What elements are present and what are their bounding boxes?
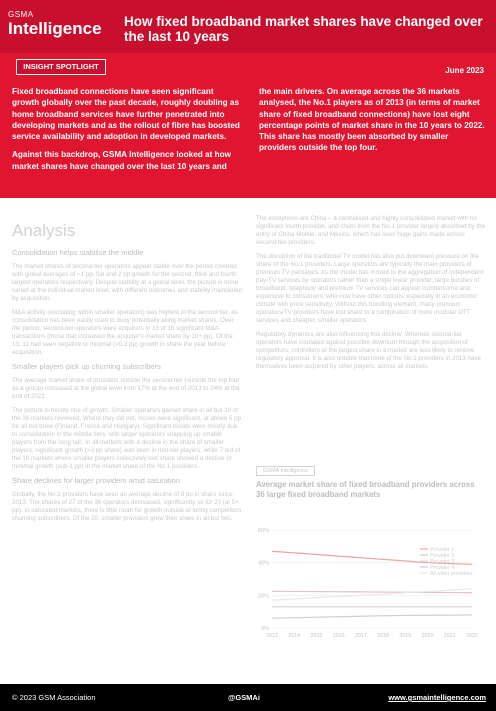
x-tick-label: 2020	[421, 633, 434, 639]
legend-label: Provider 1	[430, 547, 455, 553]
footer-social-handle[interactable]: @GSMAi	[228, 693, 260, 702]
body-paragraph: The average market share of providers outside the second tier (outside the top four as a group) increased at the global level from 17% at the end of 2013 to 24% at the end of 2022.	[12, 377, 240, 400]
body-paragraph: The picture is mostly one of growth. Smaller operators gained share in all but 10 of the 36 markets reviewed. Where they did not, losses were significant, at above 5 pp for all but three (Finland, France and Hungary). Significant losses were mostly due to consolidation in the middle tiers, with larger operators snapping up smaller players from the 'long tail'. In all markets with a decline in the share of smaller players, significant growth (>3 pp share) was seen in mid-tier players, while 7 out of the 10 markets where smaller players collectively lost share showed a decline or minimal growth (sub-1 pp) in the market share of the No.1 providers.	[12, 407, 242, 470]
y-tick-label: 60%	[257, 528, 269, 534]
y-tick-label: 20%	[257, 593, 269, 600]
analysis-heading: Analysis	[12, 221, 76, 240]
body-paragraph: The disruption of the traditional TV model has also put downward pressure on the share of the No.1 providers. Large operators are typically the main providers of premium TV packages. As the model has moved to the aggregation of independent pay-TV services by operators rather than a single linear provider, large bundles of broadband, telephony and premium TV services can appear cumbersome and expensive to consumers, who now have other options, especially in an economic climate with price sensitivity. Without this bundling element, many premium operators/TV providers have lost share to a combination of more modular OTT services and cheaper, smaller operators.	[256, 253, 484, 324]
series-line	[272, 589, 472, 600]
x-tick-label: 2018	[377, 633, 390, 639]
x-tick-label: 2019	[399, 633, 412, 639]
spotlight-right-column	[259, 86, 487, 161]
x-tick-label: 2014	[288, 633, 301, 639]
body-paragraph: Regulatory dynamics are also influencing this decline. Whereas second-tier operators have insulated against possible downturn through the acquisition of competitors, controllers of the largest share in a market are less likely to receive regulatory approval. It is also notable that none of the No.1 providers in 2013 have themselves been acquired by other players, across all markets.	[256, 331, 481, 370]
x-tick-label: 2013	[266, 633, 278, 639]
logo-intelligence: Intelligence	[8, 19, 102, 38]
x-tick-label: 2017	[354, 633, 367, 639]
chart-plot	[250, 466, 488, 646]
page-footer	[0, 684, 496, 711]
spotlight-paragraph: the main drivers. On average across the 36 markets analysed, the No.1 players as of 2013 (in terms of market share of fixed broadband connections) have lost eight percentage points of market share in the 10 years to 2022. This share has mostly been absorbed by smaller providers outside the top four.	[259, 87, 485, 153]
body-paragraph: M&A activity (excluding within smaller operators) was highest in the second tier, as consolidation has been easily used to buoy potentially ailing market shares. Over the period, second-tier operators were acquirers in 13 of 16 significant M&A transactions (those that increased the acquirer's market share by 10+ pp). Of the 13, 11 had seen negative or minimal (>0.3 pp) growth in share the year before acquisition.	[12, 309, 238, 356]
x-tick-label: 2016	[332, 633, 345, 639]
section-subheading: Smaller players pick up churning subscribers	[12, 362, 161, 371]
y-tick-label: 0%	[261, 626, 269, 632]
x-tick-label: 2021	[443, 633, 456, 639]
publication-date: June 2023	[445, 66, 484, 75]
insight-spotlight-panel	[0, 53, 496, 198]
x-tick-label: 2022	[466, 633, 478, 639]
analysis-left-column	[12, 245, 242, 529]
series-line	[272, 591, 472, 592]
body-paragraph: The exceptions are China – a centralised and highly consolidated market with no significant fourth provider, and churn from the No.1 provider largely absorbed by the entry of China Mobile; and Mexico, which has seen huge gains made across second-tier providers.	[256, 215, 486, 246]
page-header	[0, 0, 496, 53]
legend-label: Provider 4	[430, 565, 455, 571]
footer-copyright: © 2023 GSM Association	[12, 693, 96, 702]
legend-label: All other providers	[430, 571, 473, 577]
insight-spotlight-badge: INSIGHT SPOTLIGHT	[16, 59, 106, 75]
legend-label: Provider 3	[430, 559, 455, 565]
spotlight-paragraph: Fixed broadband connections have seen significant growth globally over the past decade, roughly doubling as home broadband services have further penetrated into developing markets and as the rollout of fibre has boosted service availability and adoption in developed markets.	[12, 87, 240, 142]
spotlight-left-column	[12, 86, 242, 179]
section-subheading: Consolidation helps stabilise the middle	[12, 248, 144, 257]
y-tick-label: 40%	[257, 560, 269, 567]
footer-website-link[interactable]: www.gsmaintelligence.com	[388, 693, 486, 702]
body-paragraph: Globally, the No.1 providers have seen an average decline of 8 pp in share since 2013. The shares of 27 of the 36 operators decreased, significantly so for 20 (at 5+ pp). In saturated markets, there is little room for growth outside of luring competitors churning subscribers. Of the 20, smaller providers grew their share in all but two.	[12, 491, 242, 522]
gsma-intelligence-logo[interactable]	[8, 10, 102, 38]
legend-label: Provider 2	[430, 553, 455, 559]
market-share-chart	[250, 466, 488, 646]
x-tick-label: 2015	[310, 633, 323, 639]
chart-source-tag: GSMA Intelligence	[256, 466, 315, 476]
body-paragraph: The market shares of second-tier operators appear stable over the period covered, with global averages of ~1 pp, flat and 2 pp growth for the second, third and fourth largest operators respectively. Despite stability at a global level, the picture is more varied at the individual market level, with different outcomes and stability maintained by acquisition.	[12, 263, 242, 302]
page-title: How fixed broadband market shares have changed over the last 10 years	[124, 14, 483, 44]
logo-gsma: GSMA	[8, 10, 34, 19]
analysis-right-column	[256, 215, 486, 377]
chart-title: Average market share of fixed broadband providers across 36 large fixed broadband markets	[256, 480, 475, 499]
series-line	[272, 615, 472, 618]
spotlight-paragraph: Against this backdrop, GSMA Intelligence looked at how market shares have changed over the last 10 years and	[12, 150, 231, 171]
section-subheading: Share declines for larger providers amid saturation	[12, 476, 180, 485]
